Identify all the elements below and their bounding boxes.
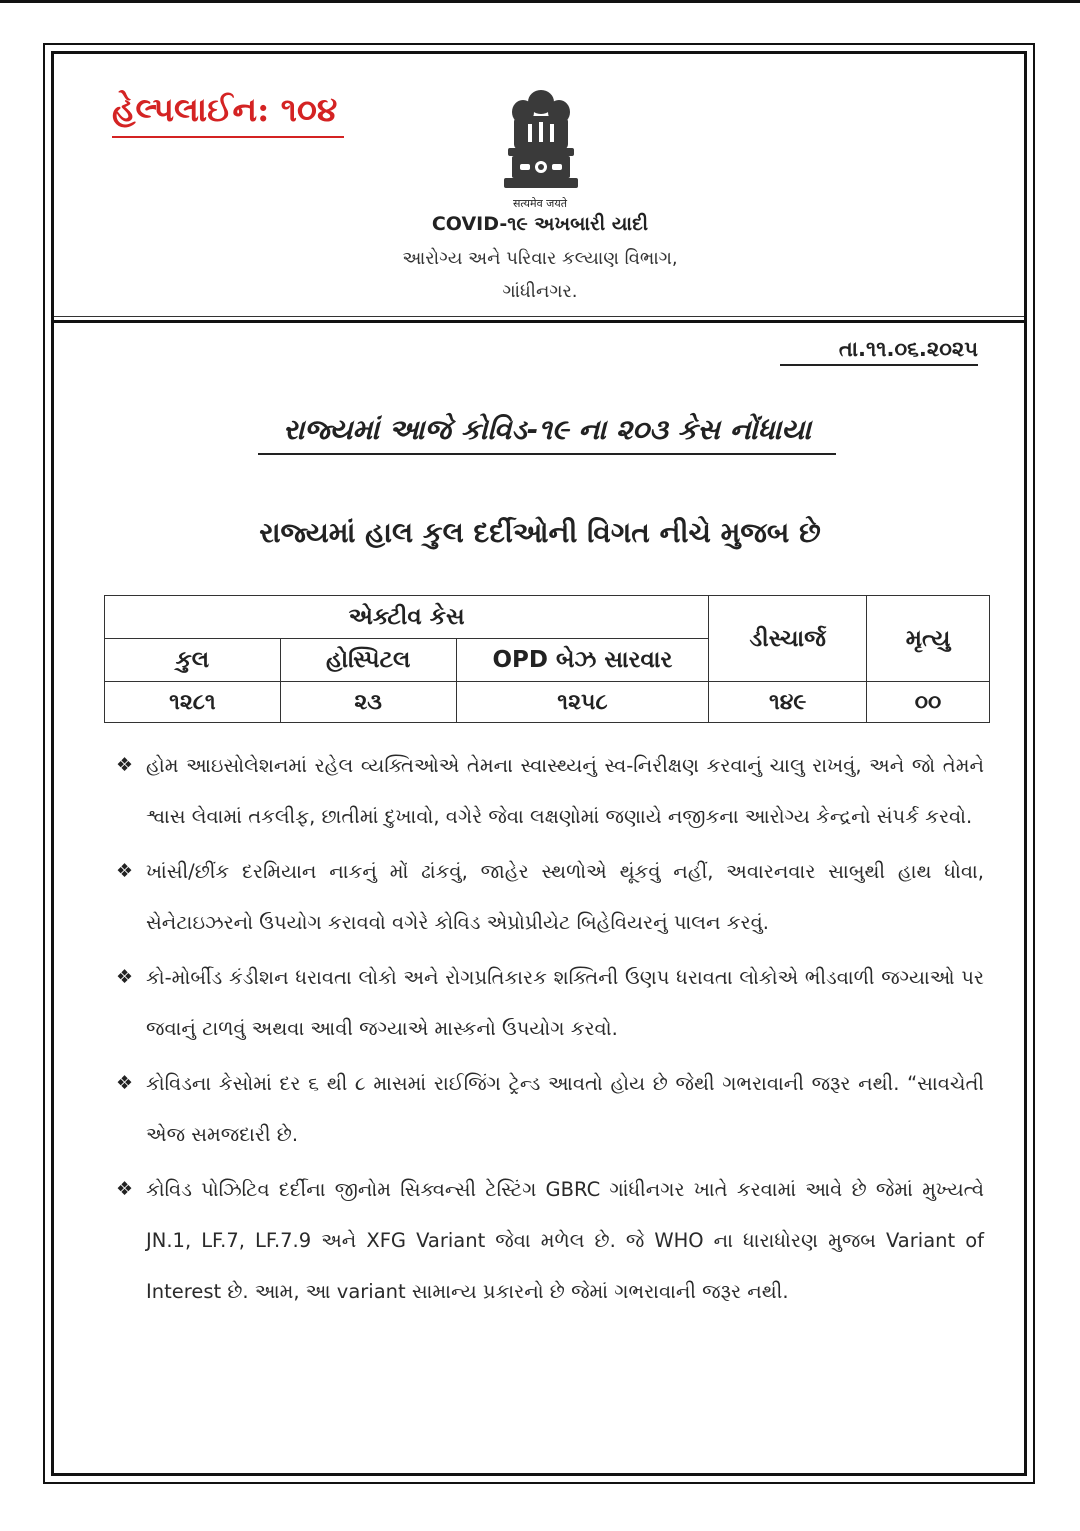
- bullet-icon: ❖: [116, 1178, 134, 1200]
- advisory-text: કોવિડના કેસોમાં દર ૬ થી ૮ માસમાં રાઈજિંગ ટ્રેન્ડ આવતો હોય છે જેથી ગભરાવાની જરૂર નથી. “સાવચેતી એજ સમજદારી છે.: [146, 1072, 984, 1146]
- department-name: આરોગ્ય અને પરિવાર કલ્યાણ વિભાગ,: [402, 248, 678, 269]
- opd-value: ૧૨૫૮: [456, 682, 709, 723]
- list-item: [116, 952, 984, 1054]
- total-value: ૧૨૮૧: [105, 682, 281, 723]
- list-item: [116, 846, 984, 948]
- bullet-icon: ❖: [116, 966, 134, 988]
- advisory-text: હોમ આઇસોલેશનમાં રહેલ વ્યક્તિઓએ તેમના સ્વાસ્થ્યનું સ્વ-નિરીક્ષણ કરવાનું ચાલુ રાખવું, અને જો તેમને શ્વાસ લેવામાં તકલીફ, છાતીમાં દુખાવો, વગેરે જેવા લક્ષણોમાં જણાયે નજીકના આરોગ્ય કેન્દ્રનો સંપર્ક કરવો.: [146, 754, 984, 828]
- city-name: ગાંધીનગર.: [502, 281, 578, 302]
- discharge-value: ૧૪૯: [709, 682, 867, 723]
- headline: રાજ્યમાં આજે કોવિડ-૧૯ ના ૨૦૩ કેસ નોંધાયા: [258, 413, 836, 455]
- press-release-title: COVID-૧૯ અખબારી યાદી: [431, 213, 649, 235]
- active-cases-header: એક્ટીવ કેસ: [105, 596, 709, 639]
- header-divider-thick: [54, 320, 1024, 323]
- helpline-number: હેલ્પલાઈન: ૧૦૪: [112, 90, 344, 138]
- table-heading: રાજ્યમાં હાલ કુલ દર્દીઓની વિગત નીચે મુજબ છે: [259, 516, 821, 549]
- total-header: કુલ: [105, 639, 281, 682]
- hospital-value: ૨૩: [280, 682, 456, 723]
- hospital-header: હોસ્પિટલ: [280, 639, 456, 682]
- death-header: મૃત્યુ: [867, 596, 990, 682]
- advisory-text: ખાંસી/છીંક દરમિયાન નાકનું મોં ઢાંકવું, જાહેર સ્થળોએ થૂંકવું નહીં, અવારનવાર સાબુથી હાથ ધોવા, સેનેટાઇઝરનો ઉપયોગ કરાવવો વગેરે કોવિડ એપ્રોપ્રીયેટ બિહેવિયરનું પાલન કરવું.: [146, 860, 984, 934]
- patient-stats-table: [104, 595, 990, 723]
- national-emblem-icon: [498, 86, 584, 198]
- advisory-text: કોવિડ પોઝિટિવ દર્દીના જીનોમ સિક્વન્સી ટેસ્ટિંગ GBRC ગાંધીનગર ખાતે કરવામાં આવે છે જેમાં મુખ્યત્વે JN.1, LF.7, LF.7.9 અને XFG Variant જેવા મળેલ છે. જે WHO ના ધારાધોરણ મુજબ Variant of Interest છે. આમ, આ variant સામાન્ય પ્રકારનો છે જેમાં ગભરાવાની જરૂર નથી.: [146, 1178, 984, 1303]
- bullet-icon: ❖: [116, 754, 134, 776]
- header-divider-thin: [54, 316, 1024, 317]
- death-value: ૦૦: [867, 682, 990, 723]
- emblem-motto: सत्यमेव जयते: [512, 197, 567, 210]
- bullet-icon: ❖: [116, 1072, 134, 1094]
- list-item: [116, 1058, 984, 1160]
- advisory-text: કો-મોર્બીડ કંડીશન ધરાવતા લોકો અને રોગપ્રતિકારક શક્તિની ઉણપ ધરાવતા લોકોએ ભીડવાળી જગ્યાઓ પર જવાનું ટાળવું અથવા આવી જગ્યાએ માસ્કનો ઉપયોગ કરવો.: [146, 966, 984, 1040]
- bullet-icon: ❖: [116, 860, 134, 882]
- list-item: [116, 1164, 984, 1317]
- release-date: તા.૧૧.૦૬.૨૦૨૫: [780, 337, 978, 366]
- opd-header: OPD બેઝ સારવાર: [456, 639, 709, 682]
- top-edge-line: [0, 0, 1080, 3]
- discharge-header: ડીસ્ચાર્જ: [709, 596, 867, 682]
- advisory-list: [116, 740, 984, 1321]
- list-item: [116, 740, 984, 842]
